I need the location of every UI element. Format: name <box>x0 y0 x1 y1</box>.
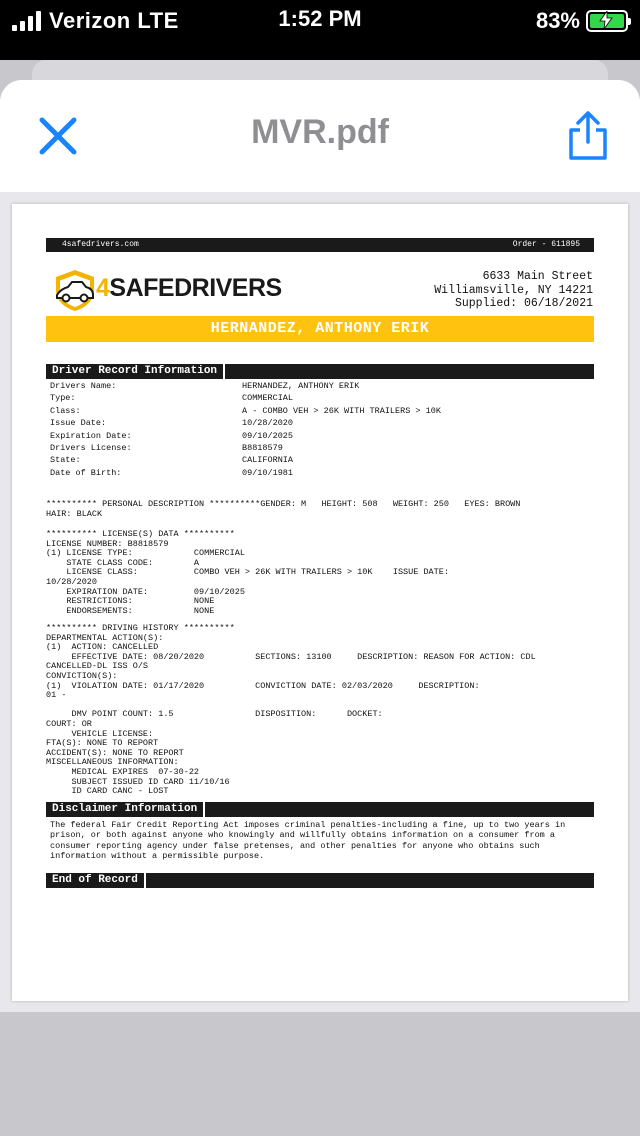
logo-wordmark: 4SAFEDRIVERS <box>96 274 282 302</box>
license-data-line: (1) LICENSE TYPE: COMMERCIAL <box>46 548 245 559</box>
license-data-line: ********** LICENSE(S) DATA ********** <box>46 529 235 539</box>
driver-record-label: Expiration Date: <box>50 430 132 441</box>
driver-record-row <box>50 392 590 404</box>
driving-history-line: 01 - <box>46 690 67 701</box>
driver-record-row <box>50 467 590 479</box>
supplied-date: Supplied: 06/18/2021 <box>454 297 593 310</box>
license-data-line: LICENSE CLASS: COMBO VEH > 26K WITH TRAILERS > 10K ISSUE DATE: <box>46 567 449 578</box>
driving-history <box>46 624 536 797</box>
driving-history-line: CONVICTION(S): <box>46 670 118 681</box>
carrier-label: Verizon LTE <box>49 8 179 33</box>
driving-history-line: ********** DRIVING HISTORY ********** <box>46 623 235 633</box>
driving-history-line: CANCELLED-DL ISS O/S <box>46 661 149 672</box>
driving-history-line: EFFECTIVE DATE: 08/20/2020 SECTIONS: 13100 DESCRIPTION: REASON FOR ACTION: CDL <box>46 651 536 662</box>
personal-description-line: HAIR: BLACK <box>46 508 103 519</box>
license-data-line: STATE CLASS CODE: A <box>46 557 200 568</box>
disclaimer-text: The federal Fair Credit Reporting Act imposes criminal penalties-including a fine, up to two years in prison, or both against anyone who knowingly and willfully obtains information on a consumer from a consumer reporting agency under false pretenses, and other penalties for anyone who obtains such information without a permissible purpose. <box>50 820 566 862</box>
end-of-record-header <box>46 873 594 888</box>
address-line-2: Williamsville, NY 14221 <box>434 283 593 297</box>
driver-record-value: A - COMBO VEH > 26K WITH TRAILERS > 10K <box>242 405 441 416</box>
charging-bolt-icon <box>599 11 613 29</box>
battery-percent: 83% <box>535 8 580 33</box>
personal-description-line: ********** PERSONAL DESCRIPTION **********GENDER: M HEIGHT: 508 WEIGHT: 250 EYES: BROWN <box>46 499 521 509</box>
driver-record-row <box>50 454 590 466</box>
report-top-bar <box>46 238 594 252</box>
driving-history-line: ID CARD CANC - LOST <box>46 786 169 797</box>
driving-history-line: (1) ACTION: CANCELLED <box>46 642 159 653</box>
driving-history-line: COURT: OR <box>46 718 92 729</box>
battery-icon <box>586 10 628 32</box>
license-data-line: RESTRICTIONS: NONE <box>46 596 215 607</box>
status-time: 1:52 PM <box>278 6 362 31</box>
driver-record-row <box>50 430 590 442</box>
driver-record-value: B8818579 <box>242 442 283 453</box>
driving-history-line: MEDICAL EXPIRES 07-30-22 <box>46 766 200 777</box>
driver-record-value: 09/10/1981 <box>242 467 294 478</box>
share-button[interactable] <box>566 110 610 162</box>
personal-description <box>46 500 520 519</box>
driver-record-label: State: <box>50 455 81 466</box>
driver-record-label: Date of Birth: <box>50 467 122 478</box>
shield-car-icon <box>52 268 98 312</box>
driver-record-label: Class: <box>50 405 81 416</box>
driver-record-value: 09/10/2025 <box>242 430 294 441</box>
driver-record-value: CALIFORNIA <box>242 455 294 466</box>
driver-record-value: 10/28/2020 <box>242 418 294 429</box>
driver-record-heading: Driver Record Information <box>46 364 225 379</box>
license-data-line: EXPIRATION DATE: 09/10/2025 <box>46 586 245 597</box>
driver-record-row <box>50 417 590 429</box>
end-of-record-heading: End of Record <box>46 873 146 888</box>
status-right <box>536 6 628 36</box>
driving-history-line: MISCELLANEOUS INFORMATION: <box>46 757 179 768</box>
driver-record-value: HERNANDEZ, ANTHONY ERIK <box>242 381 360 391</box>
driving-history-line: (1) VIOLATION DATE: 01/17/2020 CONVICTION DATE: 02/03/2020 DESCRIPTION: <box>46 680 480 691</box>
driver-record-label: Drivers Name: <box>50 381 117 391</box>
driver-record-row <box>50 380 590 392</box>
site-url: 4safedrivers.com <box>62 240 139 249</box>
driver-record-label: Issue Date: <box>50 418 107 429</box>
driver-record-table <box>50 380 590 479</box>
disclaimer-header <box>46 802 594 817</box>
license-data-line: 10/28/2020 <box>46 576 98 587</box>
address-line-1: 6633 Main Street <box>482 270 593 283</box>
driver-record-label: Type: <box>50 393 76 404</box>
driving-history-line: SUBJECT ISSUED ID CARD 11/10/16 <box>46 776 230 787</box>
driver-record-header <box>46 364 594 379</box>
status-bar <box>0 0 640 60</box>
driving-history-line: DEPARTMENTAL ACTION(S): <box>46 632 164 643</box>
driver-record-value: COMMERCIAL <box>242 393 294 404</box>
driving-history-line: ACCIDENT(S): NONE TO REPORT <box>46 747 184 758</box>
company-logo <box>52 268 292 312</box>
company-address <box>434 270 593 311</box>
viewer-title: MVR.pdf <box>251 113 389 151</box>
share-icon <box>566 110 610 162</box>
license-data-line: LICENSE NUMBER: B8818579 <box>46 538 169 549</box>
license-data <box>46 530 449 616</box>
driving-history-line: FTA(S): NONE TO REPORT <box>46 738 159 749</box>
pdf-page[interactable] <box>12 204 628 1001</box>
pdf-viewer-sheet <box>0 80 640 1136</box>
subject-name-banner: HERNANDEZ, ANTHONY ERIK <box>46 316 594 342</box>
driver-record-row <box>50 442 590 454</box>
viewer-bottom <box>0 1012 640 1136</box>
disclaimer-heading: Disclaimer Information <box>46 802 205 817</box>
driving-history-line: VEHICLE LICENSE: <box>46 728 154 739</box>
driver-record-label: Drivers License: <box>50 442 132 453</box>
viewer-header <box>0 80 640 192</box>
license-data-line: ENDORSEMENTS: NONE <box>46 605 215 616</box>
order-number: Order - 611895 <box>512 240 580 249</box>
driving-history-line: DMV POINT COUNT: 1.5 DISPOSITION: DOCKET: <box>46 709 383 720</box>
driver-record-row <box>50 405 590 417</box>
